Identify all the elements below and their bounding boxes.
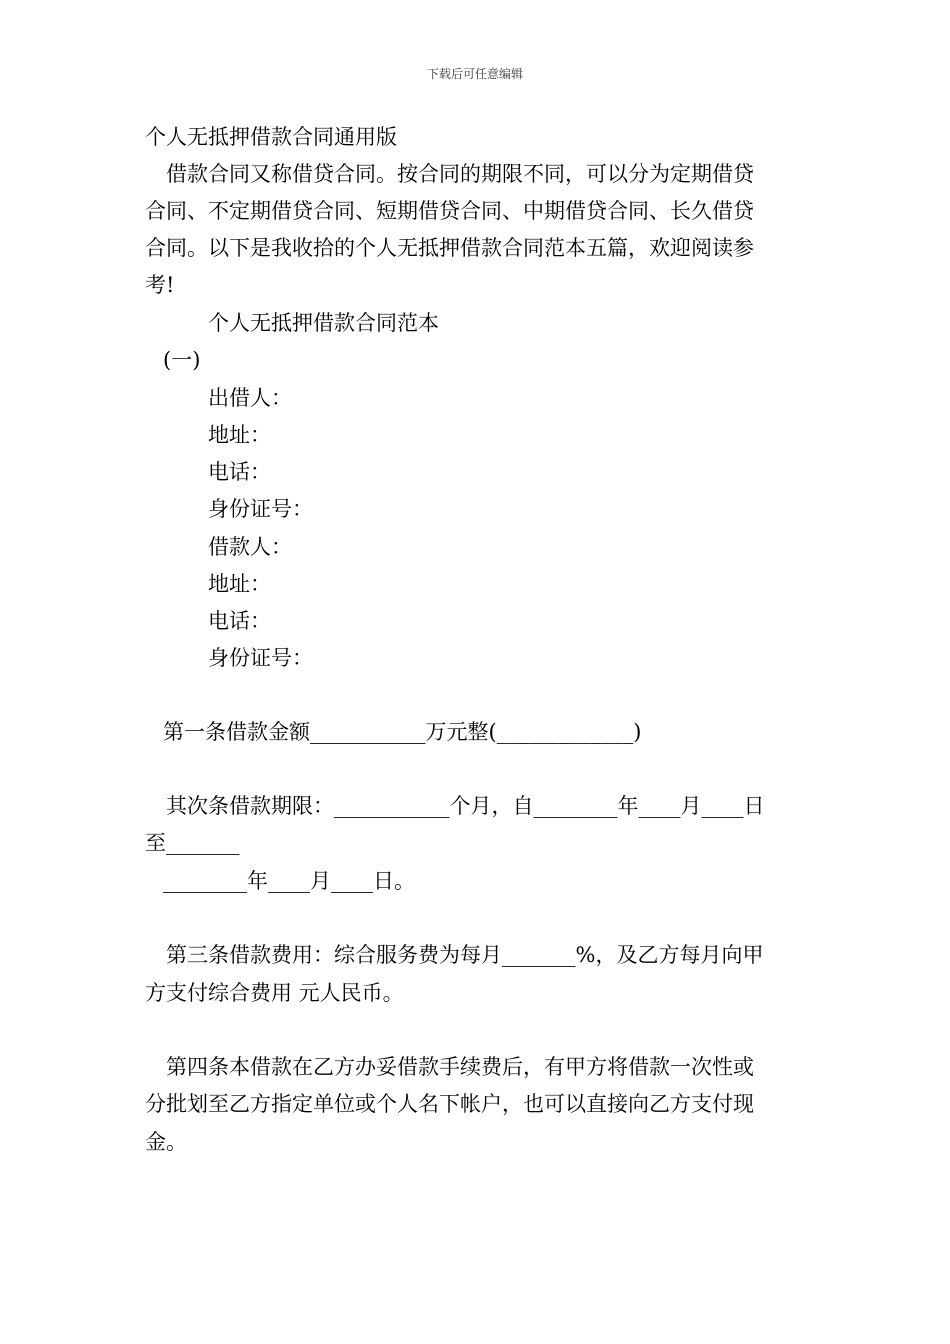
page-header: 下载后可任意编辑 xyxy=(426,67,523,81)
article-2-line-1: 其次条借款期限：___________个月，自________年____月____日 xyxy=(166,794,765,818)
borrower-name-label: 借款人： xyxy=(208,535,292,559)
intro-line-2: 合同、不定期借贷合同、短期借贷合同、中期借贷合同、长久借贷 xyxy=(145,199,754,223)
article-2-line-3: ________年____月____日。 xyxy=(163,869,415,893)
article-2-line-2: 至_______ xyxy=(145,831,240,855)
section-number: (一) xyxy=(163,348,201,372)
borrower-address-label: 地址： xyxy=(208,572,271,596)
lender-address-label: 地址： xyxy=(208,423,271,447)
intro-line-1: 借款合同又称借贷合同。按合同的期限不同，可以分为定期借贷 xyxy=(166,162,754,186)
lender-name-label: 出借人： xyxy=(208,386,292,410)
article-3-line-1: 第三条借款费用：综合服务费为每月_______%，及乙方每月向甲 xyxy=(166,943,764,967)
article-4-line-1: 第四条本借款在乙方办妥借款手续费后，有甲方将借款一次性或 xyxy=(166,1055,754,1079)
borrower-phone-label: 电话： xyxy=(208,609,271,633)
document-title: 个人无抵押借款合同通用版 xyxy=(145,125,397,149)
lender-phone-label: 电话： xyxy=(208,460,271,484)
article-4-line-3: 金。 xyxy=(145,1130,187,1154)
borrower-id-label: 身份证号： xyxy=(208,646,313,670)
lender-id-label: 身份证号： xyxy=(208,497,313,521)
intro-line-3: 合同。以下是我收拾的个人无抵押借款合同范本五篇，欢迎阅读参 xyxy=(145,236,754,260)
article-4-line-2: 分批划至乙方指定单位或个人名下帐户，也可以直接向乙方支付现 xyxy=(145,1092,754,1116)
intro-line-4: 考! xyxy=(145,273,175,297)
section-title: 个人无抵押借款合同范本 xyxy=(208,311,439,335)
article-1: 第一条借款金额___________万元整(_____________) xyxy=(163,720,642,744)
article-3-line-2: 方支付综合费用 元人民币。 xyxy=(145,981,404,1005)
